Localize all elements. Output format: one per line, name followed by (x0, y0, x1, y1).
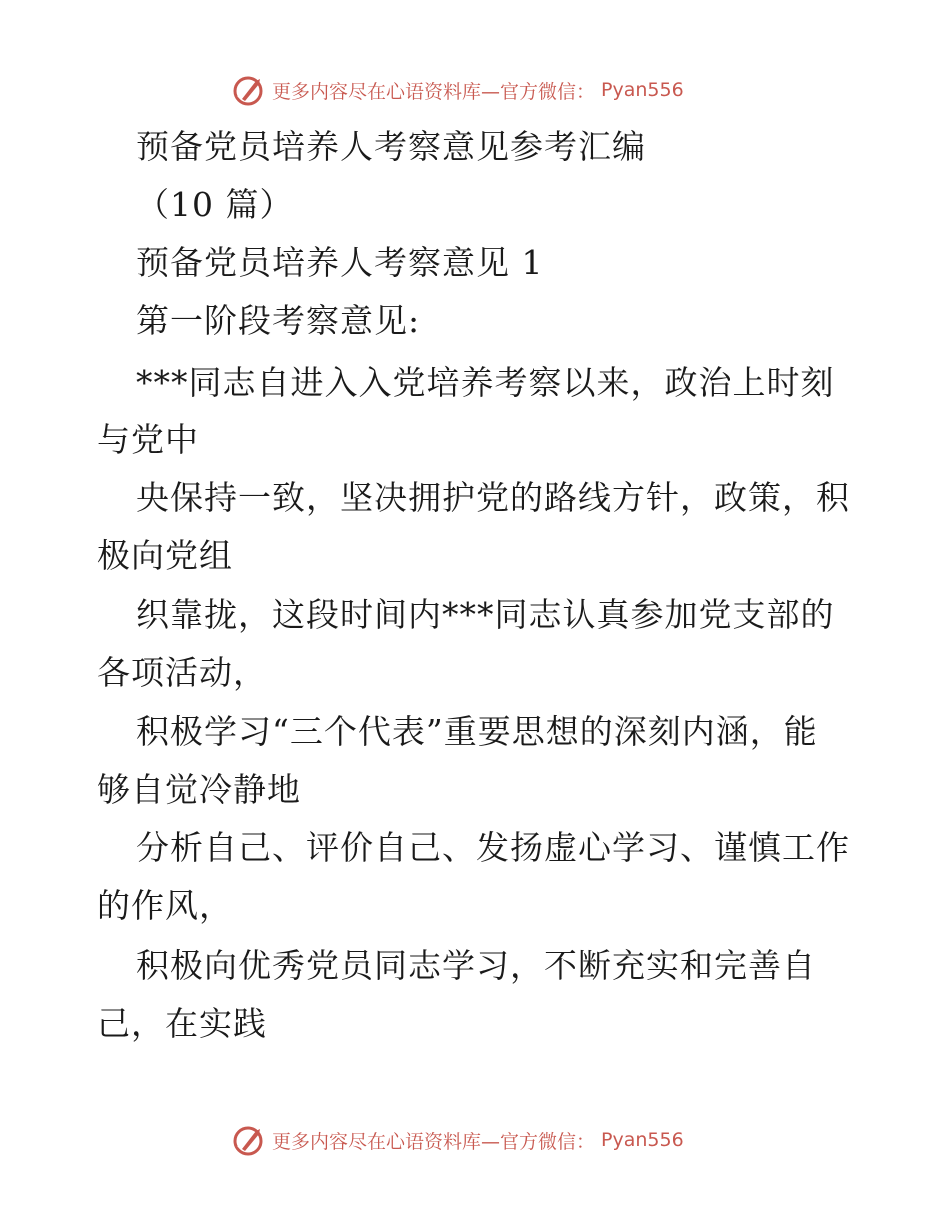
body-line: 己，在实践 (97, 1004, 267, 1043)
header-watermark-text: 更多内容尽在心语资料库—官方微信： (272, 80, 596, 103)
body-line: 积极向优秀党员同志学习，不断充实和完善自 (136, 946, 816, 985)
header-wechat-id: Pyan556 (601, 79, 684, 101)
stage-title: 第一阶段考察意见: (136, 301, 421, 340)
body-line: ***同志自进入入党培养考察以来，政治上时刻 (136, 363, 835, 402)
document-title-count: （10 篇） (136, 185, 294, 224)
section-title: 预备党员培养人考察意见 1 (136, 243, 544, 282)
body-line: 的作风， (97, 886, 233, 925)
body-line: 各项活动， (97, 653, 267, 692)
footer-watermark-text: 更多内容尽在心语资料库—官方微信： (272, 1130, 596, 1153)
body-line: 分析自己、评价自己、发扬虚心学习、谨慎工作 (136, 828, 850, 867)
pen-nib-logo-icon (232, 1123, 266, 1157)
document-title: 预备党员培养人考察意见参考汇编 (136, 127, 646, 166)
footer-watermark (232, 1120, 684, 1160)
body-line: 与党中 (97, 420, 199, 459)
body-line: 央保持一致，坚决拥护党的路线方针，政策，积 (136, 478, 850, 517)
footer-wechat-id: Pyan556 (601, 1129, 684, 1151)
body-line: 积极学习“三个代表”重要思想的深刻内涵，能 (136, 712, 818, 751)
body-line: 够自觉冷静地 (97, 770, 301, 809)
body-line: 织靠拢，这段时间内***同志认真参加党支部的 (136, 595, 835, 634)
body-line: 极向党组 (97, 536, 233, 575)
